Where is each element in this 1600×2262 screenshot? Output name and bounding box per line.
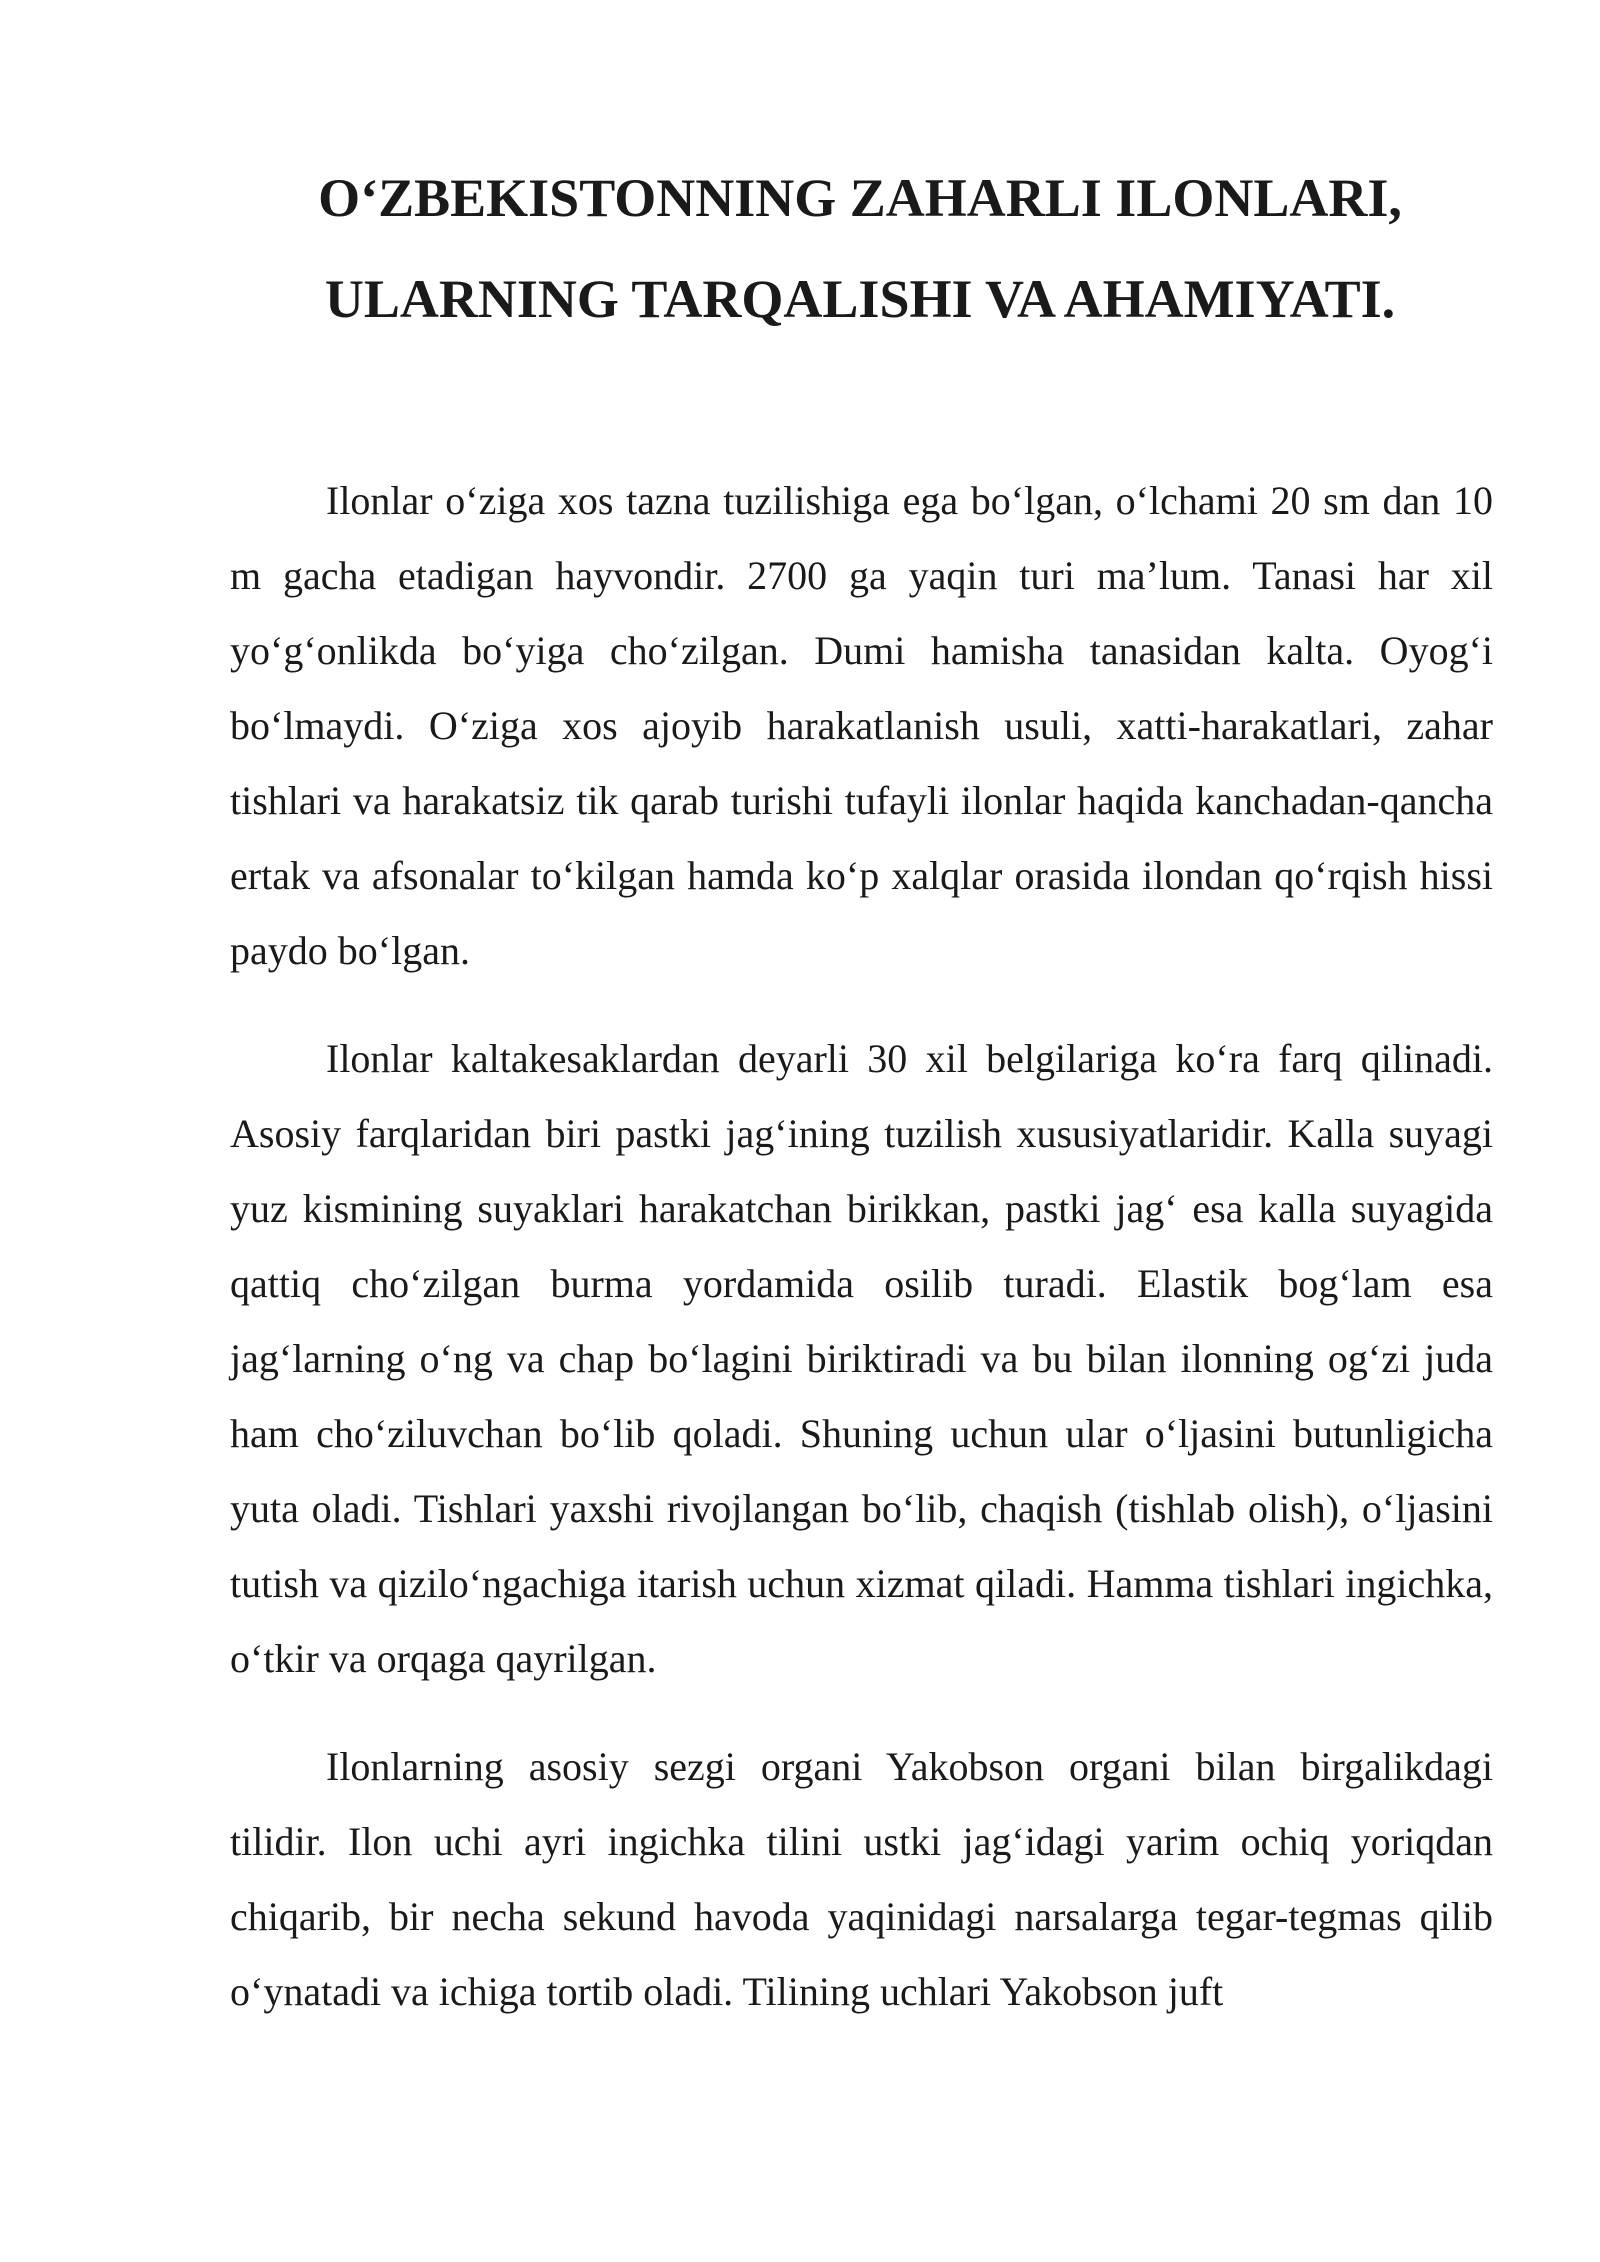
title-line-1: O‘ZBEKISTONNING ZAHARLI ILONLARI, bbox=[318, 168, 1402, 228]
document-title bbox=[230, 148, 1490, 350]
document-body bbox=[230, 463, 1493, 2062]
paragraph-3: Ilonlarning asosiy sezgi organi Yakobson organi bilan birgalikdagi tilidir. Ilon uchi ayri ingichka tilini ustki jag‘idagi yarim ochiq yoriqdan chiqarib, bir necha sekund havoda yaqinidagi narsalarga tegar-tegmas qilib o‘ynatadi va ichiga tortib oladi. Tilining uchlari Yakobson juft bbox=[230, 1744, 1493, 2014]
paragraph-2: Ilonlar kaltakesaklardan deyarli 30 xil belgilariga ko‘ra farq qilinadi. Asosiy farqlaridan biri pastki jag‘ining tuzilish xususiyatlaridir. Kalla suyagi yuz kismining suyaklari harakatchan birikkan, pastki jag‘ esa kalla suyagida qattiq cho‘zilgan burma yordamida osilib turadi. Elastik bog‘lam esa jag‘larning o‘ng va chap bo‘lagini biriktiradi va bu bilan ilonning og‘zi juda ham cho‘ziluvchan bo‘lib qoladi. Shuning uchun ular o‘ljasini butunligicha yuta oladi. Tishlari yaxshi rivojlangan bo‘lib, chaqish (tishlab olish), o‘ljasini tutish va qizilo‘ngachiga itarish uchun xizmat qiladi. Hamma tishlari ingichka, o‘tkir va orqaga qayrilgan. bbox=[230, 1036, 1493, 1681]
paragraph-1: Ilonlar o‘ziga xos tazna tuzilishiga ega bo‘lgan, o‘lchami 20 sm dan 10 m gacha etadigan hayvondir. 2700 ga yaqin turi ma’lum. Tanasi har xil yo‘g‘onlikda bo‘yiga cho‘zilgan. Dumi hamisha tanasidan kalta. Oyog‘i bo‘lmaydi. O‘ziga xos ajoyib harakatlanish usuli, xatti-harakatlari, zahar tishlari va harakatsiz tik qarab turishi tufayli ilonlar haqida kanchadan-qancha ertak va afsonalar to‘kilgan hamda ko‘p xalqlar orasida ilondan qo‘rqish hissi paydo bo‘lgan. bbox=[230, 478, 1493, 973]
title-line-2: ULARNING TARQALISHI VA AHAMIYATI. bbox=[324, 269, 1396, 329]
